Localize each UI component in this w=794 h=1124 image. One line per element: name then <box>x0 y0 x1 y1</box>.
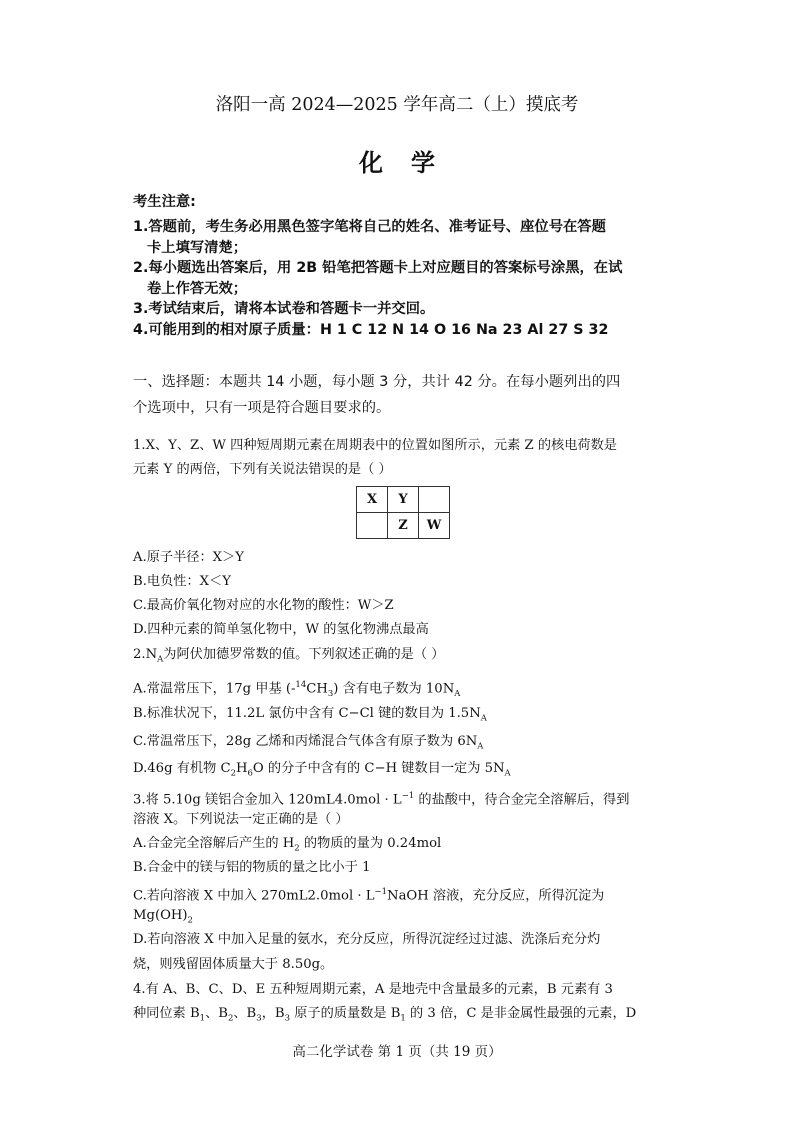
q3-option-d-cont: 烧，则残留固体质量大于 8.50g。 <box>133 957 334 972</box>
q4-stem: 种同位素 $B_1$、$B_2$、$B_3$，$B_3$ 原子的质量数是 $B_1$ 的 3 倍，C 是非金属性最强的元素，D <box>133 1006 637 1024</box>
q4-stem: 4.有 A、B、C、D、E 五种短周期元素，A 是地壳中含量最多的元素，B 元素有 3 <box>133 982 613 997</box>
q3-stem: 溶液 X。下列说法一定正确的是（ ） <box>133 812 349 827</box>
q3-option-d: D.若向溶液 X 中加入足量的氨水，充分反应，所得沉淀经过过滤、洗涤后充分灼 <box>133 932 601 947</box>
notice-item: 2.每小题选出答案后，用 2B 铅笔把答题卡上对应题目的答案标号涂黑，在试 <box>133 260 623 276</box>
q3-option-b: B.合金中的镁与铝的物质的量之比小于 1 <box>133 860 371 875</box>
page-footer: 高二化学试卷 第 1 页（共 19 页） <box>292 1044 502 1060</box>
q1-option-d: D.四种元素的简单氢化物中，W 的氢化物沸点最高 <box>133 622 429 637</box>
notice-item: 4.可能用到的相对原子质量：H 1 C 12 N 14 O 16 Na 23 Al 27 S 32 <box>133 322 609 338</box>
notice-item: 1.答题前，考生务必用黑色签字笔将自己的姓名、准考证号、座位号在答题 <box>133 219 606 235</box>
q1-option-a: A.原子半径：X＞Y <box>133 550 244 565</box>
table-cell: Y <box>388 487 419 513</box>
q3-option-a: A.合金完全溶解后产生的 $H_2$ 的物质的量为 0.24mol <box>133 836 442 854</box>
notice-item: 卷上作答无效； <box>147 281 248 297</box>
q2-option-d: D.46g 有机物 $C_2H_6O$ 的分子中含有的 C−H 键数目一定为 $5N_A$ <box>133 761 511 779</box>
q1-option-c: C.最高价氧化物对应的水化物的酸性：W＞Z <box>133 598 394 613</box>
exam-title: 洛阳一高 2024—2025 学年高二（上）摸底考 <box>215 95 579 115</box>
table-cell <box>357 513 388 539</box>
q2-option-c: C.常温常压下，28g 乙烯和丙烯混合气体含有原子数为 $6N_A$ <box>133 734 484 752</box>
table-cell <box>419 487 450 513</box>
periodic-table-fragment <box>356 486 450 539</box>
q1-stem: 1.X、Y、Z、W 四种短周期元素在周期表中的位置如图所示，元素 Z 的核电荷数是 <box>133 438 617 453</box>
q2-option-b: B.标准状况下，11.2L 氯仿中含有 C−Cl 键的数目为 $1.5N_A$ <box>133 706 487 724</box>
q2-stem: $2.N_A$为阿伏加德罗常数的值。下列叙述正确的是（ ） <box>133 647 445 665</box>
section-heading: 一、选择题：本题共 14 小题，每小题 3 分，共计 42 分。在每小题列出的四 <box>133 374 621 390</box>
q1-stem: 元素 Y 的两倍，下列有关说法错误的是（ ） <box>133 462 392 477</box>
table-cell: W <box>419 513 450 539</box>
q3-stem: 3.将 5.10g 镁铝合金加入 $120mL4.0mol \cdot L^{-1}$ 的盐酸中，待合金完全溶解后，得到 <box>133 791 630 808</box>
q1-option-b: B.电负性：X＜Y <box>133 574 231 589</box>
notice-heading: 考生注意: <box>133 194 196 210</box>
table-cell: X <box>357 487 388 513</box>
table-cell: Z <box>388 513 419 539</box>
subject-title: 化学 <box>359 149 463 177</box>
q2-option-a: A.常温常压下，17g 甲基 $(-^{14}CH_3)$ 含有电子数为 $10N_A$ <box>133 680 461 700</box>
notice-item: 3.考试结束后，请将本试卷和答题卡一并交回。 <box>133 301 435 317</box>
q3-option-c: C.若向溶液 X 中加入 $270mL2.0mol \cdot L^{-1}NaOH$ 溶液，充分反应，所得沉淀为 <box>133 887 605 904</box>
section-heading-cont: 个选项中，只有一项是符合题目要求的。 <box>133 400 391 416</box>
q3-option-c-cont: $Mg(OH)_2$ <box>133 908 193 926</box>
notice-item: 卡上填写清楚； <box>147 240 248 256</box>
